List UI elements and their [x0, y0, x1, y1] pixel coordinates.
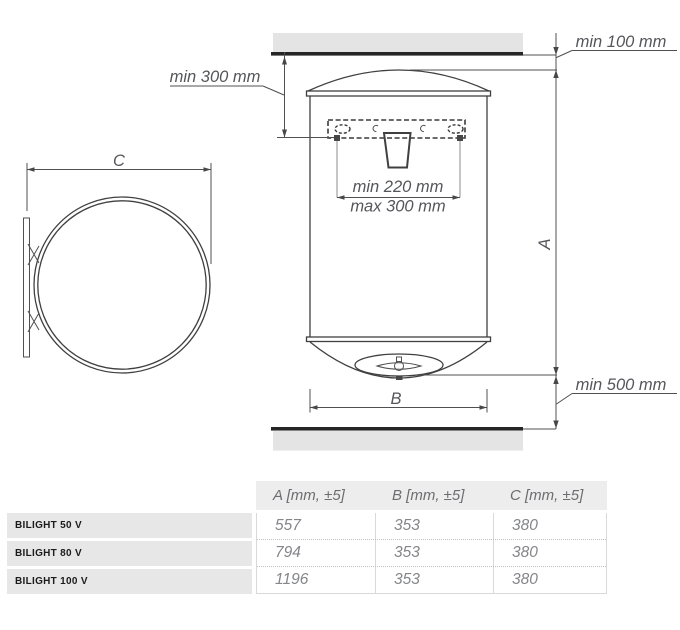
value-cell: 353 [375, 513, 493, 539]
dim-a-label: A [536, 238, 554, 250]
tank-outline-inner [38, 201, 206, 369]
dimension-min-500 [557, 376, 678, 404]
model-label: BILIGHT 50 V [7, 513, 252, 538]
dim-c-label: C [113, 152, 125, 170]
dimension-c [27, 152, 211, 264]
table-row [257, 540, 606, 567]
min-100-label: min 100 mm [575, 33, 667, 51]
value-cell: 794 [275, 544, 301, 561]
arrowhead [480, 405, 488, 410]
value-cell: 380 [493, 540, 606, 566]
tank-outline-outer [34, 197, 210, 373]
arrowhead [204, 167, 212, 172]
dim-b-label: B [390, 390, 402, 408]
max-300-label: max 300 mm [350, 197, 446, 216]
anchor-bolt-right [457, 135, 463, 141]
top-view [24, 197, 211, 373]
anchor-bolt-left [334, 135, 340, 141]
top-rim [307, 91, 491, 96]
column-header-c: C [mm, ±5] [510, 487, 584, 504]
arrowhead [282, 130, 287, 138]
arrowhead [553, 367, 558, 375]
top-dome [308, 70, 489, 91]
arrowhead [27, 167, 35, 172]
value-cell: 353 [375, 540, 493, 566]
model-labels [7, 513, 252, 597]
dimension-chain-right [410, 33, 677, 429]
spec-value-grid [256, 513, 607, 594]
bracket-slot-left [335, 125, 350, 133]
value-cell: 380 [493, 513, 606, 539]
value-cell: 353 [375, 567, 493, 593]
floor-hatch [271, 427, 523, 451]
arrowhead [553, 47, 558, 55]
wall-bracket-plate [24, 218, 30, 357]
value-cell: 1196 [275, 571, 309, 588]
arrowhead [553, 421, 558, 429]
ceiling-hatch [271, 33, 523, 56]
arrowhead [282, 57, 287, 65]
arrowhead [453, 195, 461, 200]
column-header-a: A [mm, ±5] [273, 487, 345, 504]
table-row [257, 513, 606, 540]
bracket-hook-left [373, 125, 378, 131]
model-label: BILIGHT 100 V [7, 569, 252, 594]
value-cell: 557 [275, 517, 301, 534]
arrowhead [310, 405, 318, 410]
bottom-rim [307, 337, 491, 342]
mounting-bracket [328, 120, 465, 168]
bracket-hook-right [421, 125, 426, 131]
arrowhead [553, 70, 558, 78]
dimension-min-100 [557, 33, 678, 58]
arrowhead [337, 195, 345, 200]
arrowhead [553, 376, 558, 384]
min-220-label: min 220 mm [352, 178, 444, 196]
model-label: BILIGHT 80 V [7, 541, 252, 566]
value-cell: 380 [493, 567, 606, 593]
table-row [257, 567, 606, 593]
dimension-anchor-spacing [337, 141, 460, 216]
dimension-b [310, 389, 487, 413]
column-header-b: B [mm, ±5] [392, 487, 465, 504]
bottom-cap [310, 342, 487, 378]
front-view [307, 70, 491, 380]
dimension-min-300 [170, 52, 334, 138]
spec-table-header [256, 481, 607, 510]
min-500-label: min 500 mm [575, 376, 667, 394]
bracket-slot-right [448, 125, 463, 133]
min-300-label: min 300 mm [169, 68, 261, 86]
